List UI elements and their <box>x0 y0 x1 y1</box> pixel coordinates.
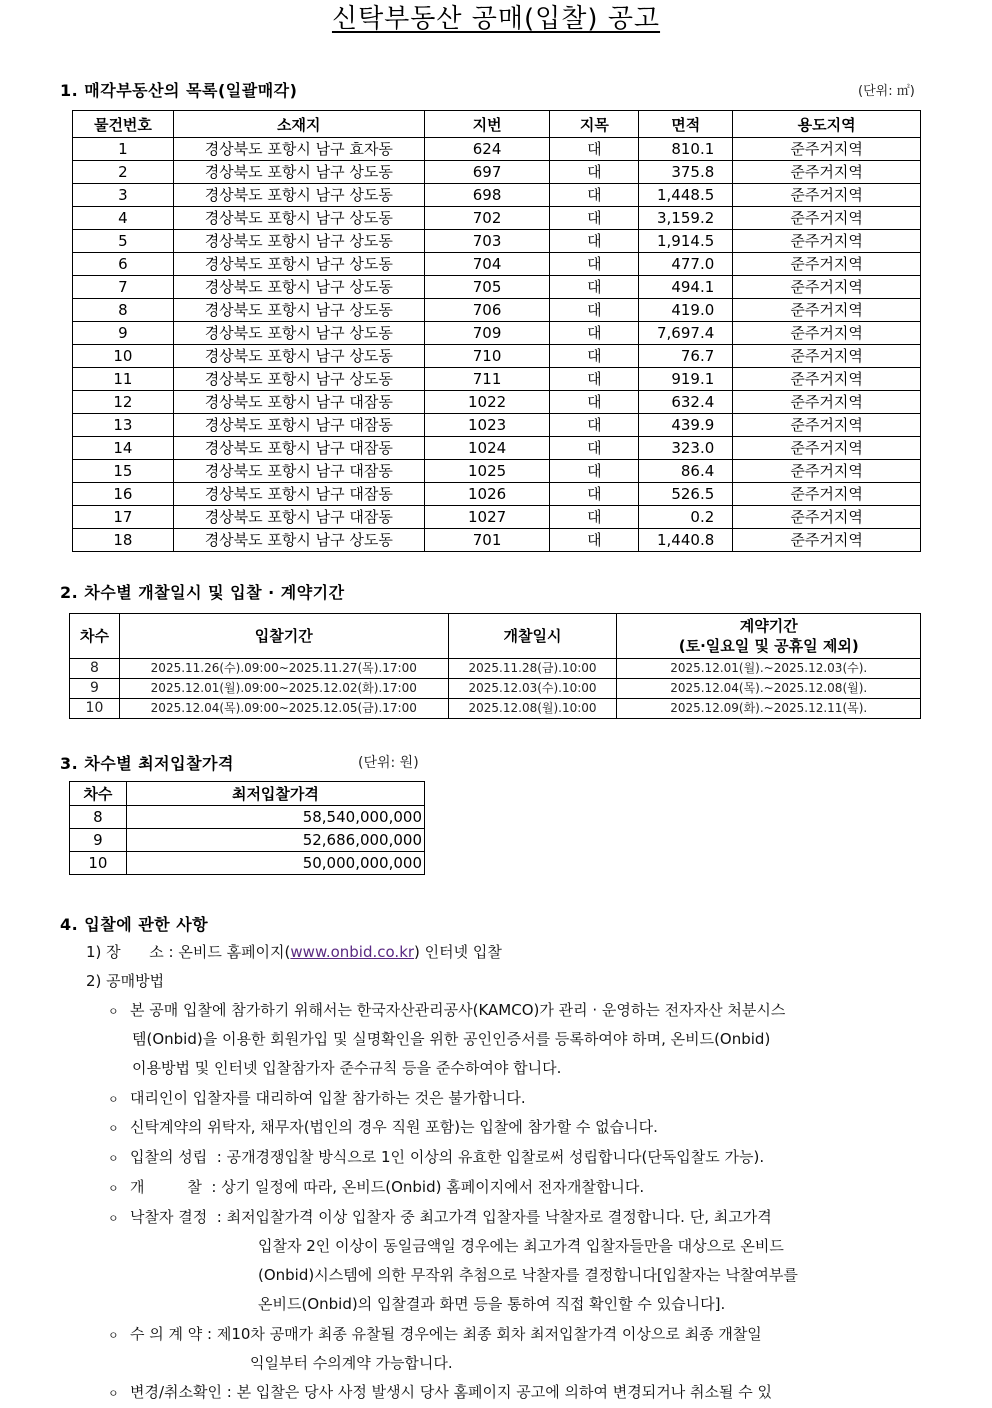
contract-period-label: 계약기간 <box>739 617 798 635</box>
lot-no-cell: 706 <box>424 299 550 322</box>
zoning-cell: 준주거지역 <box>733 230 921 253</box>
col-header-round: 차수 <box>70 614 120 659</box>
land-category-cell: 대 <box>550 138 639 161</box>
col-header-contract-period <box>617 614 921 659</box>
table-header-row <box>70 614 921 659</box>
lot-no-cell: 1027 <box>424 506 550 529</box>
zoning-cell: 준주거지역 <box>733 161 921 184</box>
auction-method-text: 온비드(Onbid)의 입찰결과 화면 등을 통하여 직접 확인할 수 있습니다]. <box>258 1295 726 1313</box>
table-row <box>70 806 425 829</box>
auction-method-line <box>108 1113 658 1143</box>
area-cell: 1,448.5 <box>639 184 733 207</box>
location-cell: 경상북도 포항시 남구 상도동 <box>173 322 424 345</box>
location-cell: 경상북도 포항시 남구 상도동 <box>173 184 424 207</box>
col-header-lot-no: 지번 <box>424 111 550 138</box>
round-cell: 8 <box>70 659 120 679</box>
zoning-cell: 준주거지역 <box>733 437 921 460</box>
lot-no-cell: 1026 <box>424 483 550 506</box>
location-cell: 경상북도 포항시 남구 상도동 <box>173 529 424 552</box>
section1-unit: (단위: ㎡) <box>858 84 915 99</box>
col-header-bid-period: 입찰기간 <box>119 614 448 659</box>
col-header-area: 면적 <box>639 111 733 138</box>
lot-no-cell: 710 <box>424 345 550 368</box>
lot-no-cell: 1025 <box>424 460 550 483</box>
land-category-cell: 대 <box>550 207 639 230</box>
bid-location-tail: ) 인터넷 입찰 <box>414 943 502 961</box>
land-category-cell: 대 <box>550 161 639 184</box>
area-cell: 86.4 <box>639 460 733 483</box>
area-cell: 323.0 <box>639 437 733 460</box>
auction-method-text: 이용방법 및 인터넷 입찰참가자 준수규칙 등을 준수하여야 합니다. <box>132 1059 562 1077</box>
land-category-cell: 대 <box>550 322 639 345</box>
auction-method-text: 입찰의 성립 : 공개경쟁입찰 방식으로 1인 이상의 유효한 입찰로써 성립합니다(단독입찰도 가능). <box>130 1148 765 1166</box>
page-title-text: 신탁부동산 공매(입찰) 공고 <box>331 4 661 34</box>
item-no-cell: 14 <box>73 437 174 460</box>
section1-heading: 1. 매각부동산의 목록(일괄매각) <box>60 81 298 100</box>
circle-bullet-icon: ㅇ <box>108 1182 119 1195</box>
col-header-location: 소재지 <box>173 111 424 138</box>
location-cell: 경상북도 포항시 남구 상도동 <box>173 276 424 299</box>
location-cell: 경상북도 포항시 남구 상도동 <box>173 207 424 230</box>
circle-bullet-icon: ㅇ <box>108 1212 119 1225</box>
table-row <box>73 460 921 483</box>
contract-period-cell: 2025.12.09(화).~2025.12.11(목). <box>617 699 921 719</box>
lot-no-cell: 697 <box>424 161 550 184</box>
lot-no-cell: 1023 <box>424 414 550 437</box>
land-category-cell: 대 <box>550 184 639 207</box>
lot-no-cell: 698 <box>424 184 550 207</box>
item-no-cell: 6 <box>73 253 174 276</box>
auction-method-text: 개 찰 : 상기 일정에 따라, 온비드(Onbid) 홈페이지에서 전자개찰합니다. <box>130 1178 645 1196</box>
location-cell: 경상북도 포항시 남구 상도동 <box>173 299 424 322</box>
table-row <box>70 829 425 852</box>
item-no-cell: 16 <box>73 483 174 506</box>
auction-method-line <box>108 1203 772 1233</box>
table-row <box>73 138 921 161</box>
land-category-cell: 대 <box>550 253 639 276</box>
round-cell: 9 <box>70 679 120 699</box>
lot-no-cell: 1022 <box>424 391 550 414</box>
zoning-cell: 준주거지역 <box>733 483 921 506</box>
section4-heading: 4. 입찰에 관한 사항 <box>60 915 209 934</box>
area-cell: 3,159.2 <box>639 207 733 230</box>
table-row <box>70 679 921 699</box>
property-list-table <box>72 110 921 552</box>
auction-method-text: 변경/취소확인 : 본 입찰은 당사 사정 발생시 당사 홈페이지 공고에 의하여 변경되거나 취소될 수 있 <box>130 1383 772 1401</box>
lot-no-cell: 709 <box>424 322 550 345</box>
item-no-cell: 12 <box>73 391 174 414</box>
lot-no-cell: 711 <box>424 368 550 391</box>
auction-method-text: 익일부터 수의계약 가능합니다. <box>250 1354 453 1372</box>
lot-no-cell: 703 <box>424 230 550 253</box>
section3-unit: (단위: 원) <box>358 755 419 771</box>
auction-method-text: 입찰자 2인 이상이 동일금액일 경우에는 최고가격 입찰자들만을 대상으로 온비드 <box>258 1237 784 1255</box>
zoning-cell: 준주거지역 <box>733 368 921 391</box>
lot-no-cell: 705 <box>424 276 550 299</box>
table-row <box>70 659 921 679</box>
area-cell: 419.0 <box>639 299 733 322</box>
circle-bullet-icon: ㅇ <box>108 1005 119 1018</box>
location-cell: 경상북도 포항시 남구 상도동 <box>173 253 424 276</box>
auction-method-text: (Onbid)시스템에 의한 무작위 추첨으로 낙찰자를 결정합니다[입찰자는 낙찰여부를 <box>258 1266 798 1284</box>
auction-method-line <box>108 1378 772 1408</box>
auction-method-line <box>108 996 785 1026</box>
min-bid-price-table <box>69 781 425 875</box>
table-row <box>73 506 921 529</box>
bid-location-line <box>86 938 502 967</box>
col-header-land-category: 지목 <box>550 111 639 138</box>
lot-no-cell: 704 <box>424 253 550 276</box>
item-no-cell: 11 <box>73 368 174 391</box>
zoning-cell: 준주거지역 <box>733 299 921 322</box>
table-row <box>73 207 921 230</box>
land-category-cell: 대 <box>550 276 639 299</box>
auction-method-text: 본 공매 입찰에 참가하기 위해서는 한국자산관리공사(KAMCO)가 관리 · 운영하는 전자자산 처분시스 <box>130 1001 786 1019</box>
table-row <box>73 345 921 368</box>
location-cell: 경상북도 포항시 남구 상도동 <box>173 230 424 253</box>
circle-bullet-icon: ㅇ <box>108 1122 119 1135</box>
zoning-cell: 준주거지역 <box>733 414 921 437</box>
land-category-cell: 대 <box>550 483 639 506</box>
schedule-table <box>69 613 921 719</box>
location-cell: 경상북도 포항시 남구 대잠동 <box>173 391 424 414</box>
area-cell: 632.4 <box>639 391 733 414</box>
round-cell: 8 <box>70 806 127 829</box>
item-no-cell: 2 <box>73 161 174 184</box>
item-no-cell: 9 <box>73 322 174 345</box>
auction-method-line <box>108 1084 526 1114</box>
lot-no-cell: 1024 <box>424 437 550 460</box>
item-no-cell: 1 <box>73 138 174 161</box>
table-row <box>73 161 921 184</box>
auction-method-line <box>132 1025 770 1054</box>
auction-method-text: 신탁계약의 위탁자, 채무자(법인의 경우 직원 포함)는 입찰에 참가할 수 없습니다. <box>130 1118 658 1136</box>
col-header-zoning: 용도지역 <box>733 111 921 138</box>
land-category-cell: 대 <box>550 529 639 552</box>
contract-period-cell: 2025.12.01(월).~2025.12.03(수). <box>617 659 921 679</box>
auction-method-line <box>258 1261 798 1290</box>
auction-method-line <box>108 1320 762 1350</box>
location-cell: 경상북도 포항시 남구 대잠동 <box>173 483 424 506</box>
location-cell: 경상북도 포항시 남구 상도동 <box>173 368 424 391</box>
table-row <box>73 299 921 322</box>
bid-location-label: 1) 장 소 : 온비드 홈페이지( <box>86 943 291 961</box>
item-no-cell: 18 <box>73 529 174 552</box>
col-header-round: 차수 <box>70 782 127 806</box>
auction-method-line <box>132 1054 561 1083</box>
area-cell: 810.1 <box>639 138 733 161</box>
round-cell: 10 <box>70 699 120 719</box>
min-bid-price-cell: 50,000,000,000 <box>126 852 424 875</box>
land-category-cell: 대 <box>550 391 639 414</box>
table-header-row <box>70 782 425 806</box>
location-cell: 경상북도 포항시 남구 대잠동 <box>173 414 424 437</box>
table-header-row <box>73 111 921 138</box>
table-row <box>73 414 921 437</box>
item-no-cell: 13 <box>73 414 174 437</box>
zoning-cell: 준주거지역 <box>733 138 921 161</box>
auction-method-line <box>258 1232 784 1261</box>
land-category-cell: 대 <box>550 345 639 368</box>
round-cell: 9 <box>70 829 127 852</box>
lot-no-cell: 624 <box>424 138 550 161</box>
onbid-link[interactable]: www.onbid.co.kr <box>290 943 415 961</box>
page-title <box>0 2 992 36</box>
opening-date-cell: 2025.12.08(월).10:00 <box>448 699 617 719</box>
item-no-cell: 5 <box>73 230 174 253</box>
area-cell: 76.7 <box>639 345 733 368</box>
opening-date-cell: 2025.11.28(금).10:00 <box>448 659 617 679</box>
land-category-cell: 대 <box>550 299 639 322</box>
opening-date-cell: 2025.12.03(수).10:00 <box>448 679 617 699</box>
col-header-item-no: 물건번호 <box>73 111 174 138</box>
table-row <box>73 437 921 460</box>
area-cell: 1,914.5 <box>639 230 733 253</box>
location-cell: 경상북도 포항시 남구 상도동 <box>173 161 424 184</box>
location-cell: 경상북도 포항시 남구 대잠동 <box>173 460 424 483</box>
auction-method-line <box>108 1173 644 1203</box>
auction-method-text: 템(Onbid)을 이용한 회원가입 및 실명확인을 위한 공인인증서를 등록하여야 하며, 온비드(Onbid) <box>132 1030 771 1048</box>
location-cell: 경상북도 포항시 남구 효자동 <box>173 138 424 161</box>
section3-heading: 3. 차수별 최저입찰가격 <box>60 754 234 773</box>
auction-method-line <box>250 1349 453 1378</box>
area-cell: 375.8 <box>639 161 733 184</box>
land-category-cell: 대 <box>550 368 639 391</box>
zoning-cell: 준주거지역 <box>733 207 921 230</box>
area-cell: 1,440.8 <box>639 529 733 552</box>
land-category-cell: 대 <box>550 460 639 483</box>
land-category-cell: 대 <box>550 437 639 460</box>
location-cell: 경상북도 포항시 남구 대잠동 <box>173 437 424 460</box>
item-no-cell: 15 <box>73 460 174 483</box>
min-bid-price-cell: 58,540,000,000 <box>126 806 424 829</box>
zoning-cell: 준주거지역 <box>733 276 921 299</box>
area-cell: 919.1 <box>639 368 733 391</box>
table-row <box>73 391 921 414</box>
zoning-cell: 준주거지역 <box>733 460 921 483</box>
table-row <box>73 276 921 299</box>
table-row <box>73 529 921 552</box>
table-row <box>73 483 921 506</box>
col-header-opening-date: 개찰일시 <box>448 614 617 659</box>
land-category-cell: 대 <box>550 414 639 437</box>
zoning-cell: 준주거지역 <box>733 345 921 368</box>
item-no-cell: 8 <box>73 299 174 322</box>
area-cell: 526.5 <box>639 483 733 506</box>
location-cell: 경상북도 포항시 남구 대잠동 <box>173 506 424 529</box>
land-category-cell: 대 <box>550 230 639 253</box>
auction-method-label: 2) 공매방법 <box>86 972 165 990</box>
circle-bullet-icon: ㅇ <box>108 1152 119 1165</box>
lot-no-cell: 702 <box>424 207 550 230</box>
area-cell: 494.1 <box>639 276 733 299</box>
location-cell: 경상북도 포항시 남구 상도동 <box>173 345 424 368</box>
auction-method-text: 대리인이 입찰자를 대리하여 입찰 참가하는 것은 불가합니다. <box>130 1089 526 1107</box>
table-row <box>70 699 921 719</box>
auction-method-line <box>108 1143 764 1173</box>
bid-period-cell: 2025.11.26(수).09:00~2025.11.27(목).17:00 <box>119 659 448 679</box>
zoning-cell: 준주거지역 <box>733 529 921 552</box>
lot-no-cell: 701 <box>424 529 550 552</box>
table-row <box>73 184 921 207</box>
table-row <box>73 322 921 345</box>
item-no-cell: 17 <box>73 506 174 529</box>
auction-method-text: 낙찰자 결정 : 최저입찰가격 이상 입찰자 중 최고가격 입찰자를 낙찰자로 결정합니다. 단, 최고가격 <box>130 1208 772 1226</box>
item-no-cell: 10 <box>73 345 174 368</box>
zoning-cell: 준주거지역 <box>733 391 921 414</box>
land-category-cell: 대 <box>550 506 639 529</box>
item-no-cell: 7 <box>73 276 174 299</box>
bid-period-cell: 2025.12.04(목).09:00~2025.12.05(금).17:00 <box>119 699 448 719</box>
zoning-cell: 준주거지역 <box>733 506 921 529</box>
contract-period-cell: 2025.12.04(목).~2025.12.08(월). <box>617 679 921 699</box>
table-row <box>70 852 425 875</box>
auction-method-line <box>258 1290 725 1319</box>
table-row <box>73 253 921 276</box>
circle-bullet-icon: ㅇ <box>108 1387 119 1400</box>
item-no-cell: 3 <box>73 184 174 207</box>
table-row <box>73 368 921 391</box>
zoning-cell: 준주거지역 <box>733 253 921 276</box>
area-cell: 439.9 <box>639 414 733 437</box>
item-no-cell: 4 <box>73 207 174 230</box>
table-row <box>73 230 921 253</box>
col-header-min-bid-price: 최저입찰가격 <box>126 782 424 806</box>
zoning-cell: 준주거지역 <box>733 322 921 345</box>
area-cell: 477.0 <box>639 253 733 276</box>
round-cell: 10 <box>70 852 127 875</box>
min-bid-price-cell: 52,686,000,000 <box>126 829 424 852</box>
contract-period-note: (토·일요일 및 공휴일 제외) <box>678 637 859 655</box>
auction-method-text: 수 의 계 약 : 제10차 공매가 최종 유찰될 경우에는 최종 회차 최저입찰가격 이상으로 최종 개찰일 <box>130 1325 762 1343</box>
zoning-cell: 준주거지역 <box>733 184 921 207</box>
circle-bullet-icon: ㅇ <box>108 1329 119 1342</box>
bid-period-cell: 2025.12.01(월).09:00~2025.12.02(화).17:00 <box>119 679 448 699</box>
section2-heading: 2. 차수별 개찰일시 및 입찰 · 계약기간 <box>60 583 345 602</box>
circle-bullet-icon: ㅇ <box>108 1093 119 1106</box>
area-cell: 0.2 <box>639 506 733 529</box>
area-cell: 7,697.4 <box>639 322 733 345</box>
